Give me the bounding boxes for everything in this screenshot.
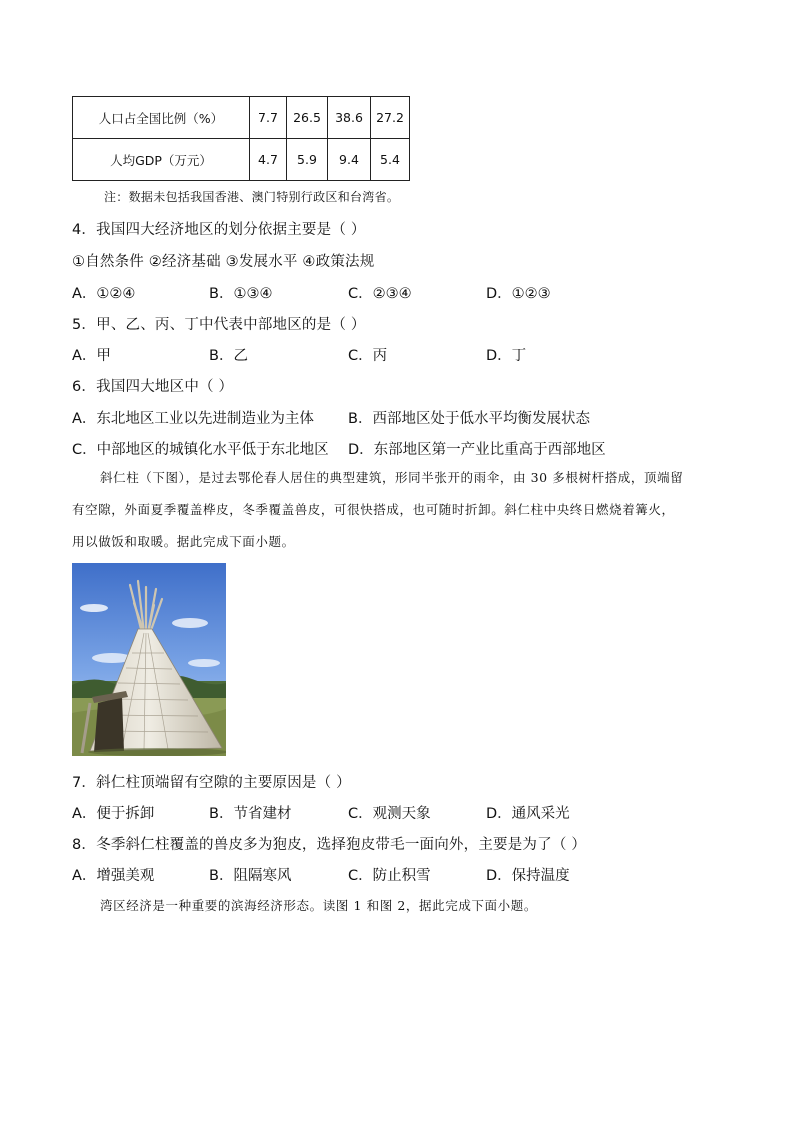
row-label: 人均GDP（万元） — [73, 139, 250, 181]
statistics-table — [72, 96, 410, 181]
question-7-option-a[interactable]: A．便于拆卸 — [72, 806, 155, 822]
table-cell: 4.7 — [250, 139, 287, 181]
question-4-stem: 4．我国四大经济地区的划分依据主要是（ ） — [72, 222, 366, 238]
table-cell: 9.4 — [328, 139, 371, 181]
question-4-option-c[interactable]: C．②③④ — [348, 286, 412, 302]
passage-line: 用以做饭和取暖。据此完成下面小题。 — [72, 534, 295, 549]
passage-line: 斜仁柱（下图），是过去鄂伦春人居住的典型建筑，形同半张开的雨伞，由 30 多根树杆搭成，顶端留 — [100, 470, 684, 485]
question-8-option-c[interactable]: C．防止积雪 — [348, 868, 431, 884]
passage-2: 湾区经济是一种重要的滨海经济形态。读图 1 和图 2，据此完成下面小题。 — [100, 898, 537, 913]
question-4-option-d[interactable]: D．①②③ — [486, 286, 551, 302]
table-cell: 7.7 — [250, 97, 287, 139]
question-8-option-b[interactable]: B．阻隔寒风 — [209, 868, 292, 884]
passage-line: 有空隙，外面夏季覆盖桦皮，冬季覆盖兽皮，可很快搭成，也可随时折卸。斜仁柱中央终日燃烧着篝火， — [72, 502, 675, 517]
question-4-option-b[interactable]: B．①③④ — [209, 286, 273, 302]
question-5-option-c[interactable]: C．丙 — [348, 348, 388, 364]
question-6-stem: 6．我国四大地区中（ ） — [72, 379, 234, 395]
question-6-option-b[interactable]: B．西部地区处于低水平均衡发展状态 — [348, 411, 590, 427]
table-row — [73, 139, 410, 181]
question-6-option-d[interactable]: D．东部地区第一产业比重高于西部地区 — [348, 442, 606, 458]
question-8-option-a[interactable]: A．增强美观 — [72, 868, 155, 884]
question-8-option-d[interactable]: D．保持温度 — [486, 868, 570, 884]
question-5-option-d[interactable]: D．丁 — [486, 348, 527, 364]
question-5-option-b[interactable]: B．乙 — [209, 348, 248, 364]
question-7-option-b[interactable]: B．节省建材 — [209, 806, 292, 822]
question-4-option-a[interactable]: A．①②④ — [72, 286, 136, 302]
table-row — [73, 97, 410, 139]
question-6-option-a[interactable]: A．东北地区工业以先进制造业为主体 — [72, 411, 314, 427]
table-cell: 5.9 — [287, 139, 328, 181]
table-cell: 27.2 — [371, 97, 410, 139]
table-cell: 26.5 — [287, 97, 328, 139]
question-6-option-c[interactable]: C．中部地区的城镇化水平低于东北地区 — [72, 442, 329, 458]
table-cell: 5.4 — [371, 139, 410, 181]
question-5-option-a[interactable]: A．甲 — [72, 348, 111, 364]
xierenzhu-photo — [72, 563, 226, 756]
question-7-option-c[interactable]: C．观测天象 — [348, 806, 431, 822]
table-note: 注：数据未包括我国香港、澳门特别行政区和台湾省。 — [104, 190, 400, 204]
question-7-option-d[interactable]: D．通风采光 — [486, 806, 570, 822]
question-8-stem: 8．冬季斜仁柱覆盖的兽皮多为狍皮，选择狍皮带毛一面向外，主要是为了（ ） — [72, 837, 587, 853]
question-4-items: ①自然条件 ②经济基础 ③发展水平 ④政策法规 — [72, 254, 375, 270]
row-label: 人口占全国比例（%） — [73, 97, 250, 139]
question-7-stem: 7．斜仁柱顶端留有空隙的主要原因是（ ） — [72, 775, 351, 791]
table-cell: 38.6 — [328, 97, 371, 139]
question-5-stem: 5．甲、乙、丙、丁中代表中部地区的是（ ） — [72, 317, 366, 333]
